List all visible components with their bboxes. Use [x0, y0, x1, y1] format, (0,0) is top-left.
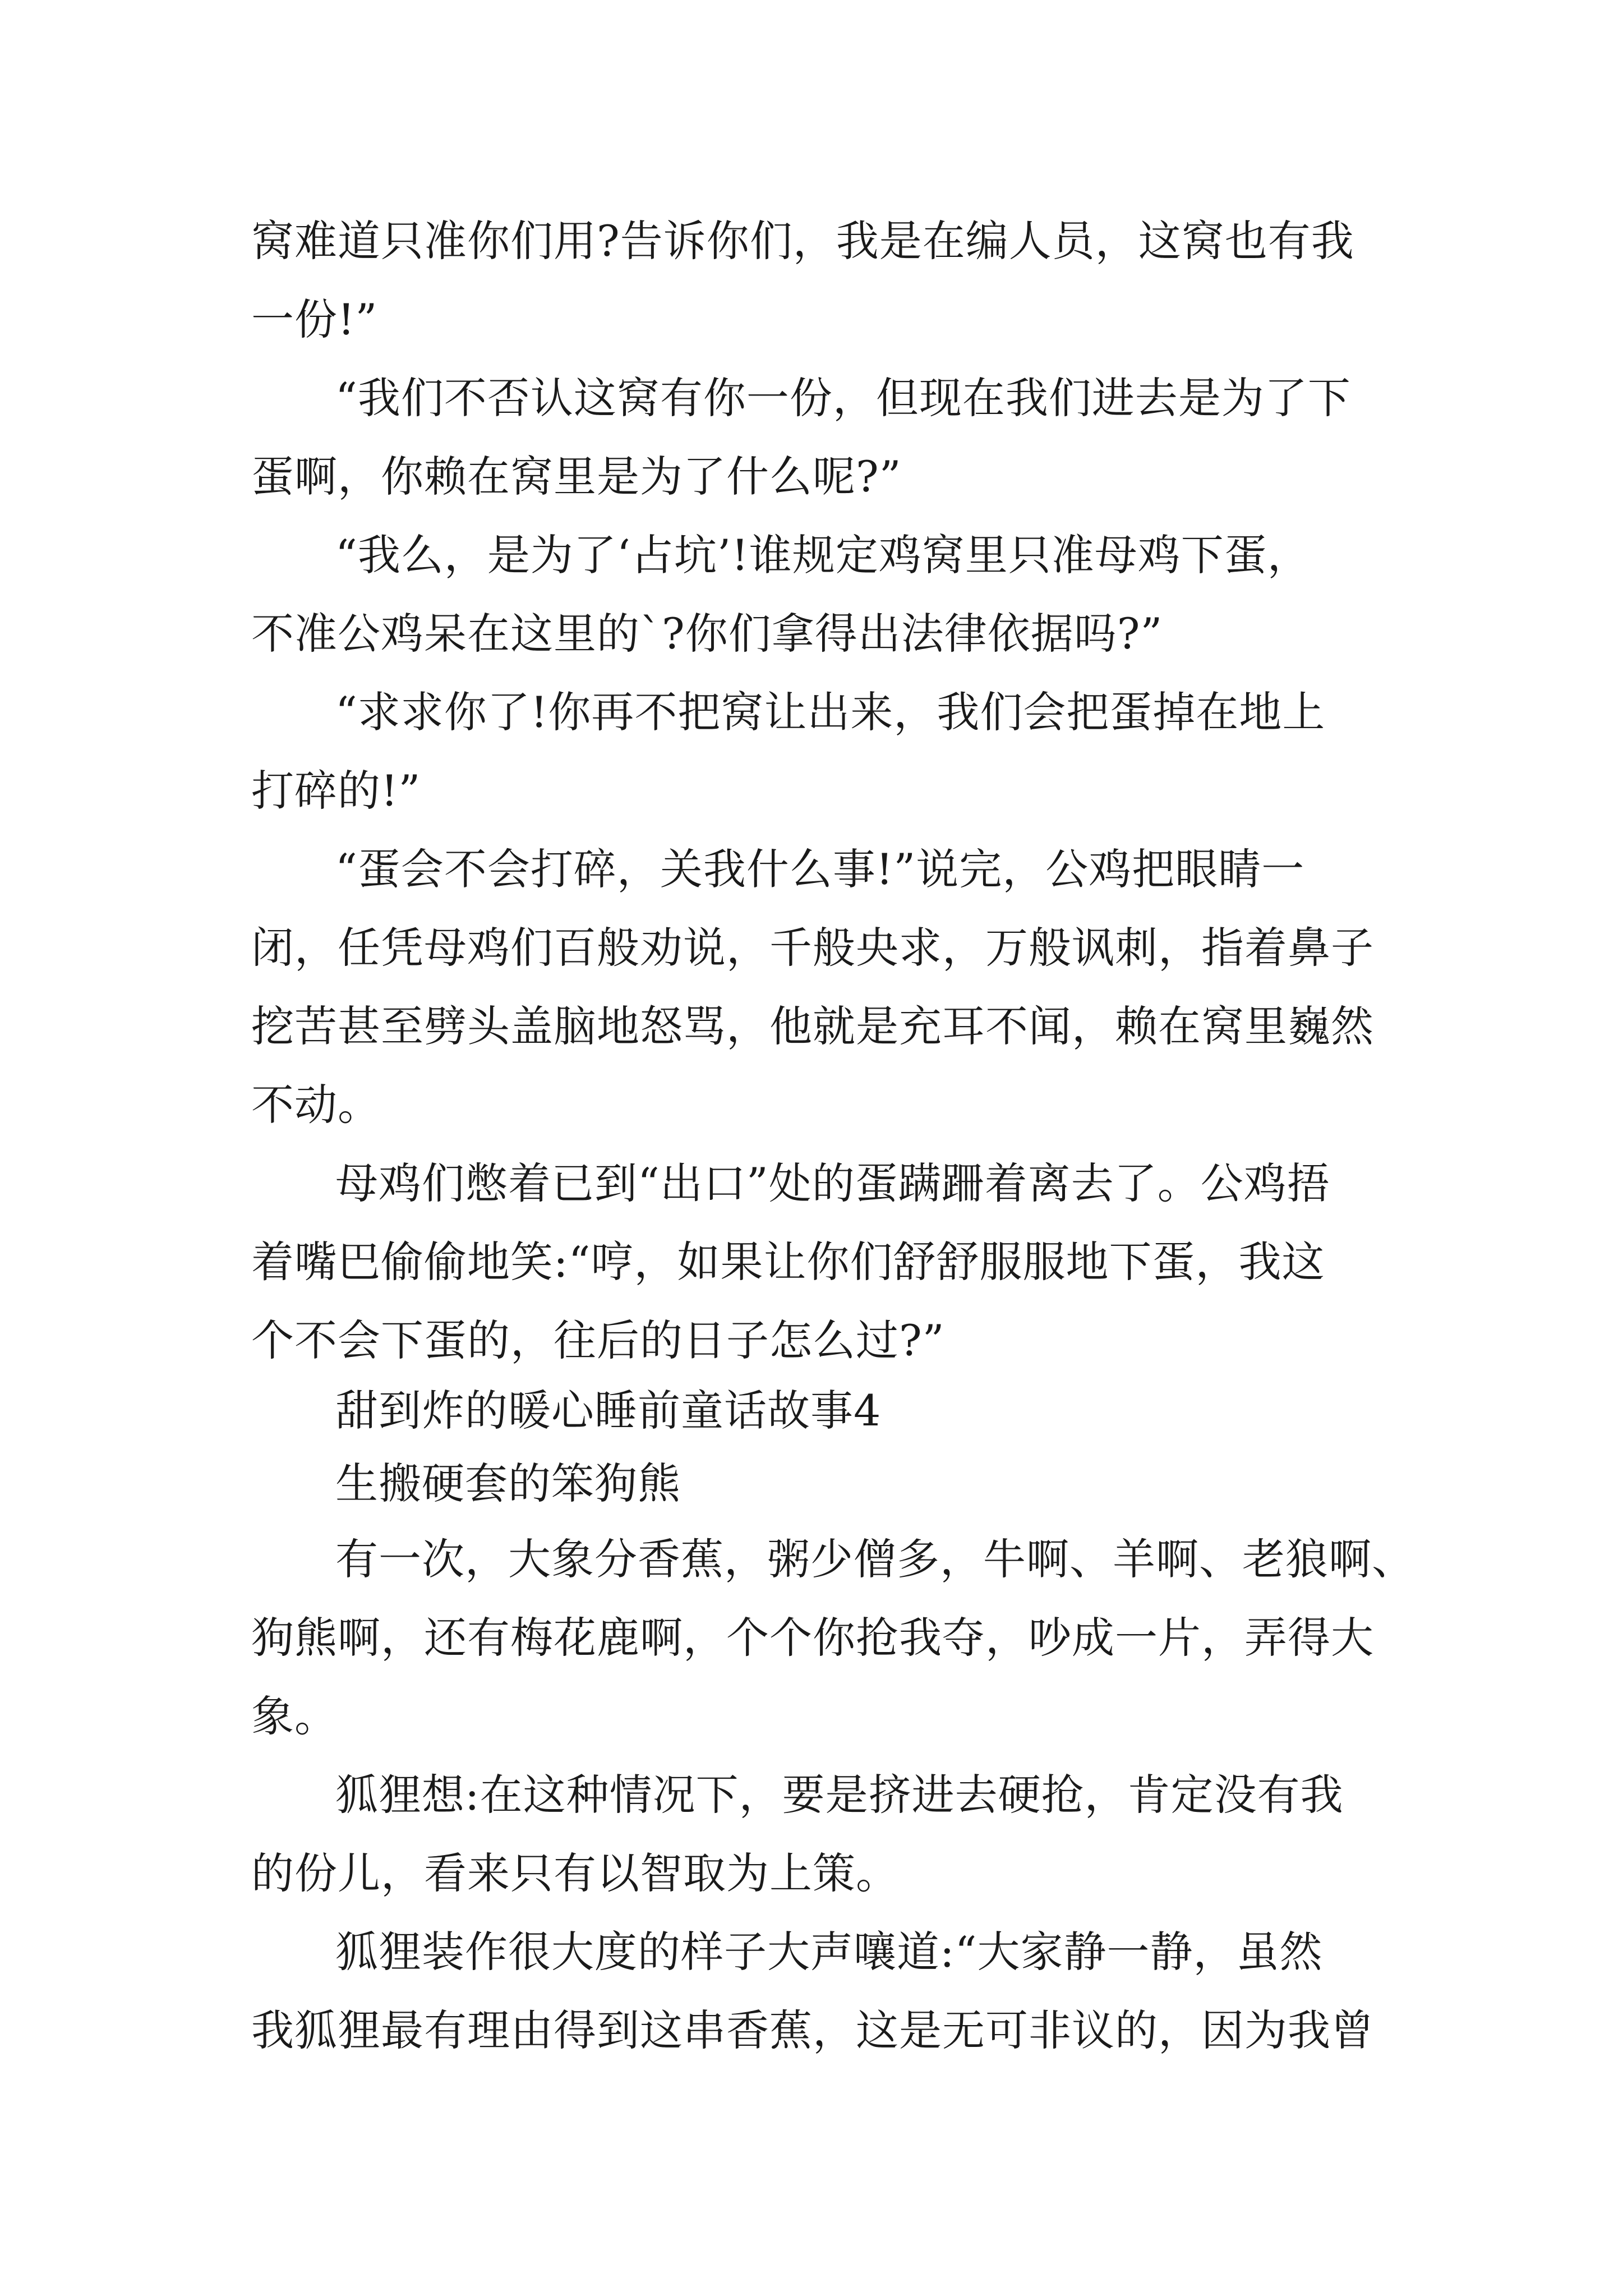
text-line: 我狐狸最有理由得到这串香蕉，这是无可非议的，因为我曾: [251, 2005, 1374, 2055]
section-heading: 甜到炸的暖心睡前童话故事4: [335, 1386, 882, 1435]
text-line: 着嘴巴偷偷地笑:“哼，如果让你们舒舒服服地下蛋，我这: [251, 1237, 1325, 1287]
text-line: “我们不否认这窝有你一份，但现在我们进去是为了下: [335, 373, 1351, 423]
text-line: 蛋啊，你赖在窝里是为了什么呢?”: [251, 452, 902, 501]
text-line: 不动。: [251, 1080, 381, 1130]
text-line: 闭，任凭母鸡们百般劝说，千般央求，万般讽刺，指着鼻子: [251, 923, 1374, 973]
text-line: 打碎的!”: [251, 766, 421, 816]
text-line: 一份!”: [251, 295, 378, 344]
text-line: 狐狸想:在这种情况下，要是挤进去硬抢，肯定没有我: [335, 1770, 1344, 1820]
text-line: “求求你了!你再不把窝让出来，我们会把蛋掉在地上: [335, 687, 1326, 737]
text-line: 狗熊啊，还有梅花鹿啊，个个你抢我夺，吵成一片，弄得大: [251, 1613, 1374, 1663]
text-line: 的份儿，看来只有以智取为上策。: [251, 1848, 899, 1898]
story-title: 生搬硬套的笨狗熊: [335, 1458, 681, 1508]
text-line: 不准公鸡呆在这里的`?你们拿得出法律依据吗?”: [251, 609, 1163, 659]
text-line: 挖苦甚至劈头盖脑地怒骂，他就是充耳不闻，赖在窝里巍然: [251, 1001, 1374, 1051]
text-line: 象。: [251, 1691, 338, 1741]
text-line: 狐狸装作很大度的样子大声嚷道:“大家静一静，虽然: [335, 1927, 1323, 1977]
text-line: 有一次，大象分香蕉，粥少僧多，牛啊、羊啊、老狼啊、: [335, 1534, 1415, 1584]
text-line: 个不会下蛋的，往后的日子怎么过?”: [251, 1315, 945, 1365]
text-line: “我么，是为了‘占坑’!谁规定鸡窝里只准母鸡下蛋，: [335, 530, 1311, 580]
text-line: “蛋会不会打碎，关我什么事!”说完，公鸡把眼睛一: [335, 844, 1305, 894]
text-line: 母鸡们憋着已到“出口”处的蛋蹒跚着离去了。公鸡捂: [335, 1158, 1330, 1208]
text-line: 窝难道只准你们用?告诉你们，我是在编人员，这窝也有我: [251, 216, 1354, 266]
